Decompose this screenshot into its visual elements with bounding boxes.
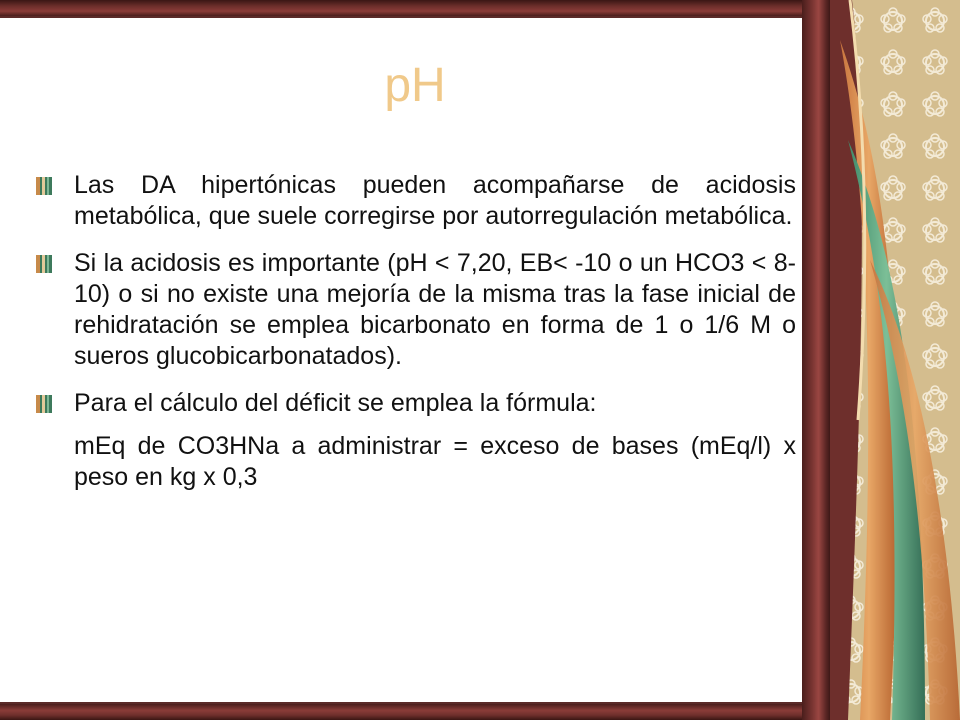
bullet-item [36,388,796,419]
decorative-side-panel [830,0,960,720]
bullet-item [36,248,796,372]
slide-body [36,170,796,509]
decorative-leaf-pattern [830,0,960,720]
striped-square-bullet-icon [36,177,52,195]
striped-square-bullet-icon [36,255,52,273]
bullet-text: Si la acidosis es importante (pH < 7,20, EB< -10 o un HCO3 < 8-10) o si no existe una mejoría de la misma tras la fase inicial de rehidratación se emplea bicarbonato en forma de 1 o 1/6 M o sueros glucobicarbonatados). [74,249,796,370]
bullet-text: Las DA hipertónicas pueden acompañarse de acidosis metabólica, que suele corregirse por autorregulación metabólica. [74,171,796,230]
formula-text [36,431,796,493]
slide-title: pH [384,59,446,112]
formula-line: mEq de CO3HNa a administrar = exceso de bases (mEq/l) x peso en kg x 0,3 [74,432,796,491]
frame-bottom-border [0,704,830,720]
bullet-item [36,170,796,232]
frame-top-border [0,0,830,16]
bullet-text: Para el cálculo del déficit se emplea la fórmula: [74,389,597,417]
striped-square-bullet-icon [36,395,52,413]
